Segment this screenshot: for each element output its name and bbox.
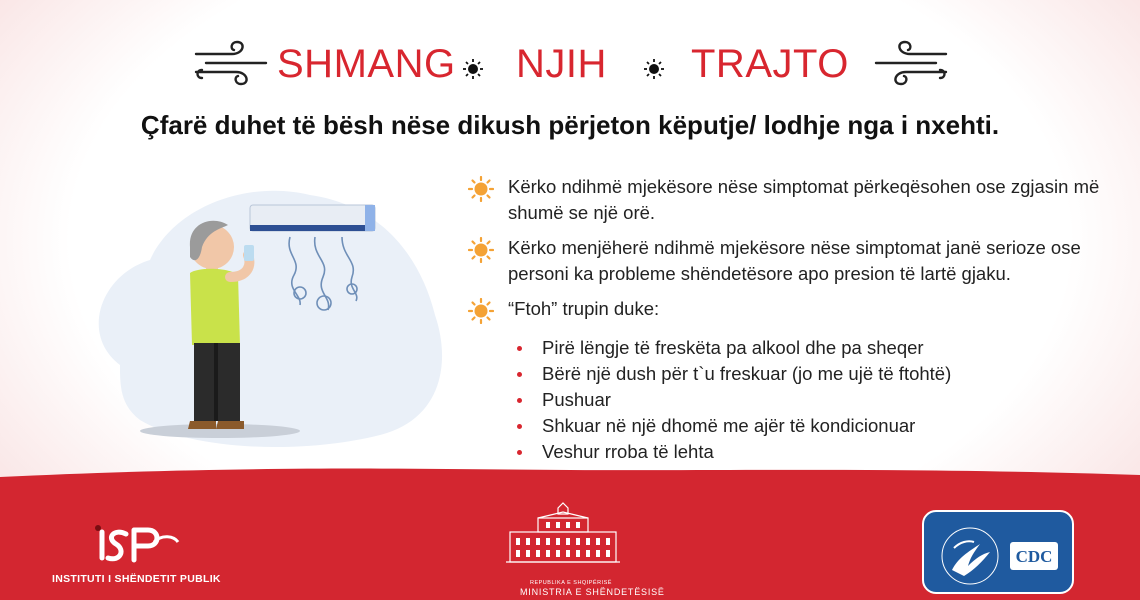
- list-item-text: Kërko menjëherë ndihmë mjekësore nëse simptomat janë serioze ose personi ka probleme shëndetësore apo presion të lartë gjaku.: [508, 237, 1081, 284]
- list-item-text: Veshur rroba të lehta: [542, 441, 714, 462]
- list-item: [515, 335, 951, 361]
- bullet-dot: [517, 346, 522, 351]
- hhs-eagle-icon: [924, 512, 1072, 592]
- ministry-building-logo: [498, 500, 628, 582]
- bullet-dot: [517, 424, 522, 429]
- header-word-njih: NJIH: [516, 42, 607, 86]
- list-item: [515, 387, 951, 413]
- list-item-text: “Ftoh” trupin duke:: [508, 298, 660, 319]
- bullet-dot: [517, 398, 522, 403]
- sun-icon: [468, 298, 494, 324]
- list-item: [515, 413, 951, 439]
- main-bullet-list: [468, 174, 1108, 331]
- isp-name: INSTITUTI I SHËNDETIT PUBLIK: [52, 573, 221, 585]
- list-item-text: Pushuar: [542, 389, 611, 410]
- ministry-name: MINISTRIA E SHËNDETËSISË: [520, 587, 665, 597]
- ministry-country: REPUBLIKA E SHQIPËRISË: [530, 580, 612, 586]
- page-subtitle: Çfarë duhet të bësh nëse dikush përjeton këputje/ lodhje nga i nxehti.: [140, 110, 1000, 140]
- list-item: [468, 235, 1108, 287]
- header-word-shmang: SHMANG: [277, 42, 456, 86]
- list-item-text: Shkuar në një dhomë me ajër të kondicionuar: [542, 415, 916, 436]
- wind-icon: [192, 40, 270, 86]
- cdc-label: CDC: [1015, 547, 1053, 566]
- list-item: [468, 296, 1108, 322]
- header-word-trajto: TRAJTO: [691, 42, 849, 86]
- sun-separator-icon: [462, 58, 484, 80]
- sun-icon: [468, 237, 494, 263]
- list-item: [468, 174, 1108, 226]
- list-item-text: Bërë një dush për t`u freskuar (jo me ujë të ftohtë): [542, 363, 952, 384]
- list-item: [515, 361, 951, 387]
- sub-bullet-list: [515, 335, 951, 465]
- person-drinking-illustration: [80, 165, 460, 455]
- list-item-text: Pirë lëngje të freskëta pa alkool dhe pa sheqer: [542, 337, 924, 358]
- cdc-logo: [922, 510, 1074, 594]
- isp-logo: [50, 520, 190, 568]
- sun-icon: [468, 176, 494, 202]
- bullet-dot: [517, 450, 522, 455]
- wind-icon: [872, 40, 950, 86]
- bullet-dot: [517, 372, 522, 377]
- list-item-text: Kërko ndihmë mjekësore nëse simptomat përkeqësohen ose zgjasin më shumë se një orë.: [508, 176, 1100, 223]
- sun-separator-icon: [643, 58, 665, 80]
- header-row: [0, 38, 1140, 98]
- air-conditioner-icon: [250, 205, 375, 231]
- list-item: [515, 439, 951, 465]
